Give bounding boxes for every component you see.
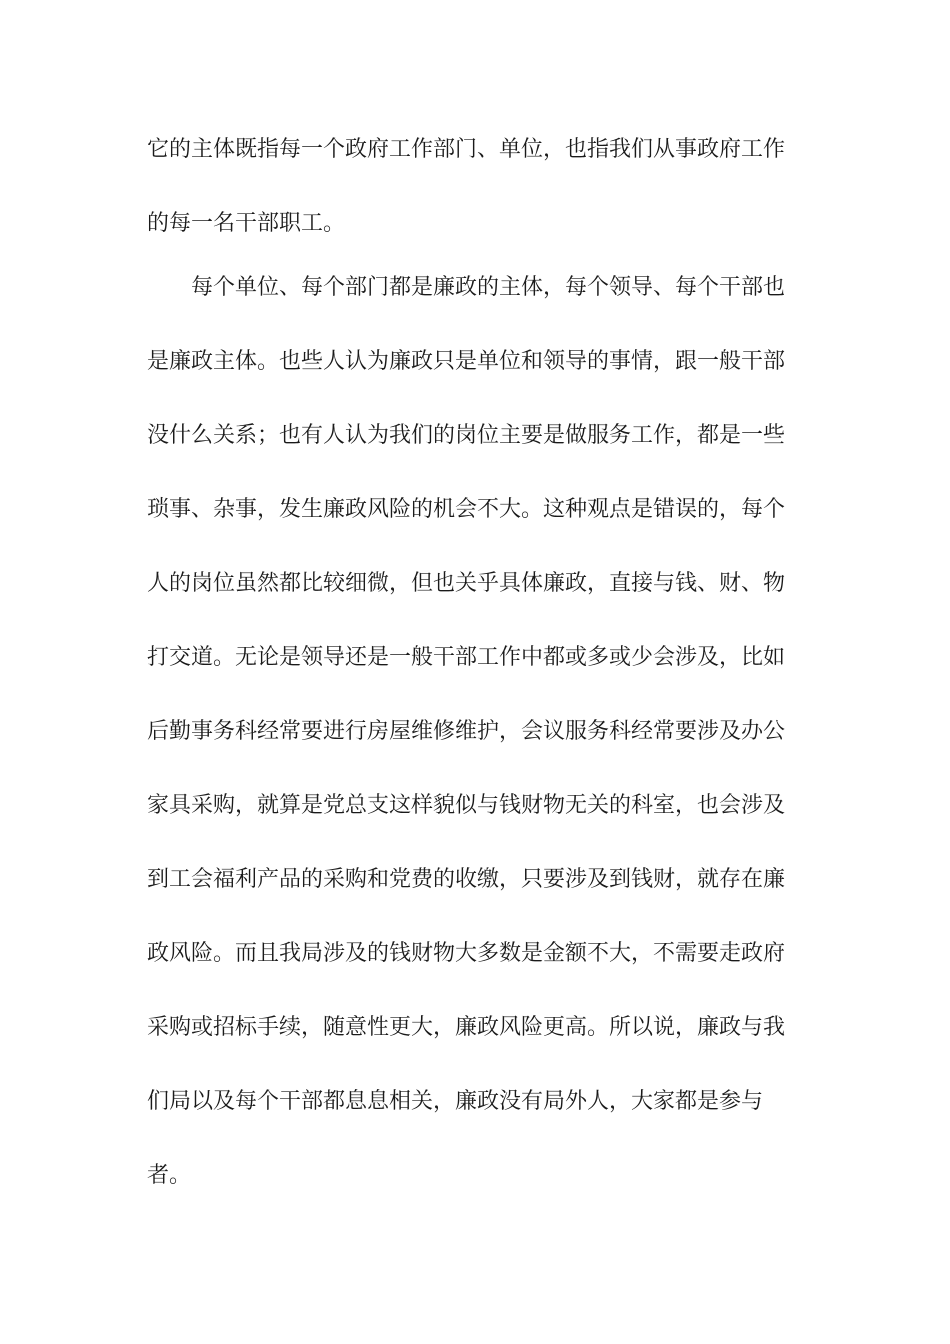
paragraph-line: 者。 [147,1163,192,1188]
paragraph-line: 它的主体既指每一个政府工作部门、单位，也指我们从事政府工作 [147,137,786,162]
paragraph-line: 采购或招标手续，随意性更大，廉政风险更高。所以说，廉政与我 [147,1015,786,1040]
paragraph-line: 家具采购，就算是党总支这样貌似与钱财物无关的科室，也会涉及 [147,793,786,818]
paragraph-line: 后勤事务科经常要进行房屋维修维护，会议服务科经常要涉及办公 [147,719,786,744]
paragraph-line: 的每一名干部职工。 [147,211,346,236]
paragraph-line: 到工会福利产品的采购和党费的收缴，只要涉及到钱财，就存在廉 [147,867,786,892]
paragraph-line: 琐事、杂事，发生廉政风险的机会不大。这种观点是错误的，每个 [147,497,786,522]
paragraph-line: 是廉政主体。也些人认为廉政只是单位和领导的事情，跟一般干部 [147,349,786,374]
paragraph-line: 没什么关系；也有人认为我们的岗位主要是做服务工作，都是一些 [147,423,786,448]
paragraph-line: 们局以及每个干部都息息相关，廉政没有局外人，大家都是参与 [147,1089,764,1114]
paragraph-line: 每个单位、每个部门都是廉政的主体，每个领导、每个干部也 [191,275,786,300]
paragraph-line: 人的岗位虽然都比较细微，但也关乎具体廉政，直接与钱、财、物 [147,571,786,596]
paragraph-line: 打交道。无论是领导还是一般干部工作中都或多或少会涉及，比如 [147,645,786,670]
paragraph-line: 政风险。而且我局涉及的钱财物大多数是金额不大，不需要走政府 [147,941,786,966]
